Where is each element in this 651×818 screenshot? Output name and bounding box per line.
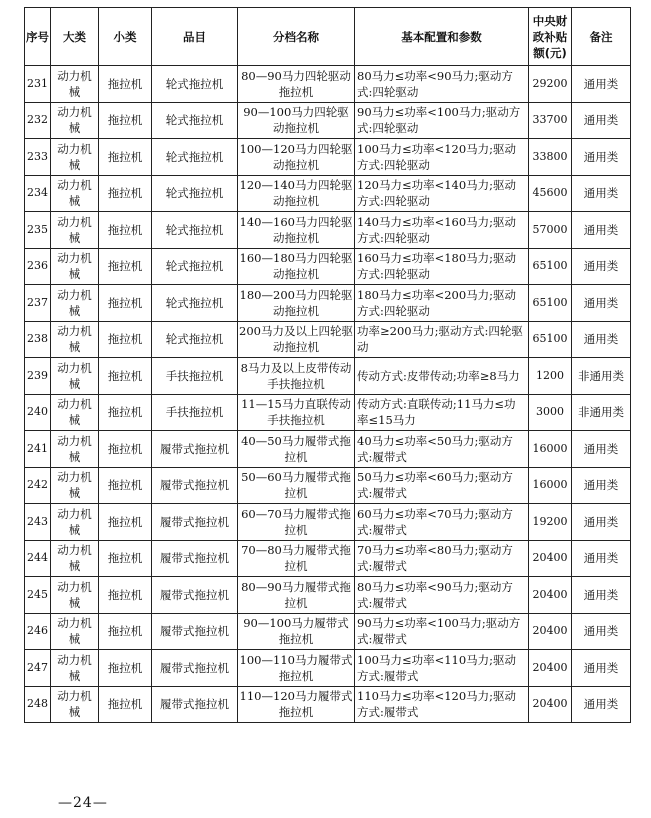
- header-cell: 小类: [99, 8, 152, 66]
- spec-cell: 60马力≤功率<70马力;驱动方式:履带式: [355, 504, 529, 541]
- spec-cell: 90马力≤功率<100马力;驱动方式:四轮驱动: [355, 102, 529, 139]
- note-cell: 非通用类: [572, 394, 631, 431]
- row-number-cell: 237: [25, 285, 51, 322]
- item-cell: 轮式拖拉机: [152, 102, 238, 139]
- table-header-row: [25, 8, 631, 66]
- spec-cell: 传动方式:皮带传动;功率≥8马力: [355, 358, 529, 395]
- row-number-cell: 234: [25, 175, 51, 212]
- header-cell: 基本配置和参数: [355, 8, 529, 66]
- minor-category-cell: 拖拉机: [99, 650, 152, 687]
- major-category-cell: 动力机械: [51, 285, 99, 322]
- note-cell: 通用类: [572, 540, 631, 577]
- spec-cell: 160马力≤功率<180马力;驱动方式:四轮驱动: [355, 248, 529, 285]
- major-category-cell: 动力机械: [51, 577, 99, 614]
- major-category-cell: 动力机械: [51, 358, 99, 395]
- item-cell: 轮式拖拉机: [152, 175, 238, 212]
- table-row: [25, 321, 631, 358]
- note-cell: 通用类: [572, 321, 631, 358]
- row-number-cell: 231: [25, 66, 51, 103]
- major-category-cell: 动力机械: [51, 394, 99, 431]
- tier-name-cell: 80—90马力履带式拖拉机: [238, 577, 355, 614]
- minor-category-cell: 拖拉机: [99, 504, 152, 541]
- major-category-cell: 动力机械: [51, 175, 99, 212]
- note-cell: 通用类: [572, 431, 631, 468]
- item-cell: 履带式拖拉机: [152, 540, 238, 577]
- major-category-cell: 动力机械: [51, 467, 99, 504]
- table-row: [25, 577, 631, 614]
- table-row: [25, 285, 631, 322]
- item-cell: 履带式拖拉机: [152, 686, 238, 723]
- minor-category-cell: 拖拉机: [99, 358, 152, 395]
- tier-name-cell: 100—120马力四轮驱动拖拉机: [238, 139, 355, 176]
- table-row: [25, 467, 631, 504]
- note-cell: 通用类: [572, 175, 631, 212]
- tier-name-cell: 110—120马力履带式拖拉机: [238, 686, 355, 723]
- header-cell: 品目: [152, 8, 238, 66]
- item-cell: 轮式拖拉机: [152, 248, 238, 285]
- table-row: [25, 175, 631, 212]
- table-row: [25, 394, 631, 431]
- item-cell: 轮式拖拉机: [152, 66, 238, 103]
- table-row: [25, 540, 631, 577]
- subsidy-amount-cell: 20400: [529, 613, 572, 650]
- minor-category-cell: 拖拉机: [99, 431, 152, 468]
- tier-name-cell: 11—15马力直联传动手扶拖拉机: [238, 394, 355, 431]
- item-cell: 手扶拖拉机: [152, 394, 238, 431]
- spec-cell: 50马力≤功率<60马力;驱动方式:履带式: [355, 467, 529, 504]
- table-row: [25, 358, 631, 395]
- tier-name-cell: 80—90马力四轮驱动拖拉机: [238, 66, 355, 103]
- tier-name-cell: 200马力及以上四轮驱动拖拉机: [238, 321, 355, 358]
- table-row: [25, 212, 631, 249]
- minor-category-cell: 拖拉机: [99, 613, 152, 650]
- subsidy-amount-cell: 19200: [529, 504, 572, 541]
- major-category-cell: 动力机械: [51, 686, 99, 723]
- note-cell: 通用类: [572, 650, 631, 687]
- table-row: [25, 431, 631, 468]
- minor-category-cell: 拖拉机: [99, 66, 152, 103]
- minor-category-cell: 拖拉机: [99, 102, 152, 139]
- major-category-cell: 动力机械: [51, 102, 99, 139]
- minor-category-cell: 拖拉机: [99, 321, 152, 358]
- row-number-cell: 243: [25, 504, 51, 541]
- item-cell: 轮式拖拉机: [152, 139, 238, 176]
- table-row: [25, 650, 631, 687]
- minor-category-cell: 拖拉机: [99, 285, 152, 322]
- table-row: [25, 504, 631, 541]
- row-number-cell: 248: [25, 686, 51, 723]
- note-cell: 通用类: [572, 212, 631, 249]
- item-cell: 履带式拖拉机: [152, 613, 238, 650]
- tier-name-cell: 90—100马力四轮驱动拖拉机: [238, 102, 355, 139]
- row-number-cell: 235: [25, 212, 51, 249]
- major-category-cell: 动力机械: [51, 66, 99, 103]
- minor-category-cell: 拖拉机: [99, 175, 152, 212]
- note-cell: 通用类: [572, 467, 631, 504]
- spec-cell: 100马力≤功率<120马力;驱动方式:四轮驱动: [355, 139, 529, 176]
- row-number-cell: 241: [25, 431, 51, 468]
- item-cell: 履带式拖拉机: [152, 650, 238, 687]
- subsidy-amount-cell: 45600: [529, 175, 572, 212]
- major-category-cell: 动力机械: [51, 540, 99, 577]
- tier-name-cell: 40—50马力履带式拖拉机: [238, 431, 355, 468]
- tier-name-cell: 8马力及以上皮带传动手扶拖拉机: [238, 358, 355, 395]
- page-number: —24—: [58, 795, 108, 811]
- header-cell: 备注: [572, 8, 631, 66]
- item-cell: 履带式拖拉机: [152, 504, 238, 541]
- minor-category-cell: 拖拉机: [99, 248, 152, 285]
- tier-name-cell: 100—110马力履带式拖拉机: [238, 650, 355, 687]
- spec-cell: 70马力≤功率<80马力;驱动方式:履带式: [355, 540, 529, 577]
- table-row: [25, 66, 631, 103]
- note-cell: 通用类: [572, 504, 631, 541]
- note-cell: 通用类: [572, 686, 631, 723]
- tier-name-cell: 120—140马力四轮驱动拖拉机: [238, 175, 355, 212]
- table-row: [25, 686, 631, 723]
- major-category-cell: 动力机械: [51, 650, 99, 687]
- subsidy-amount-cell: 3000: [529, 394, 572, 431]
- row-number-cell: 242: [25, 467, 51, 504]
- spec-cell: 90马力≤功率<100马力;驱动方式:履带式: [355, 613, 529, 650]
- tier-name-cell: 140—160马力四轮驱动拖拉机: [238, 212, 355, 249]
- header-cell: 中央财政补贴额(元): [529, 8, 572, 66]
- subsidy-amount-cell: 65100: [529, 285, 572, 322]
- note-cell: 通用类: [572, 66, 631, 103]
- major-category-cell: 动力机械: [51, 212, 99, 249]
- major-category-cell: 动力机械: [51, 139, 99, 176]
- tier-name-cell: 180—200马力四轮驱动拖拉机: [238, 285, 355, 322]
- item-cell: 轮式拖拉机: [152, 321, 238, 358]
- subsidy-amount-cell: 20400: [529, 577, 572, 614]
- table-row: [25, 248, 631, 285]
- minor-category-cell: 拖拉机: [99, 540, 152, 577]
- row-number-cell: 236: [25, 248, 51, 285]
- spec-cell: 180马力≤功率<200马力;驱动方式:四轮驱动: [355, 285, 529, 322]
- note-cell: 通用类: [572, 139, 631, 176]
- major-category-cell: 动力机械: [51, 504, 99, 541]
- note-cell: 非通用类: [572, 358, 631, 395]
- minor-category-cell: 拖拉机: [99, 577, 152, 614]
- subsidy-amount-cell: 16000: [529, 431, 572, 468]
- tier-name-cell: 60—70马力履带式拖拉机: [238, 504, 355, 541]
- tier-name-cell: 50—60马力履带式拖拉机: [238, 467, 355, 504]
- row-number-cell: 244: [25, 540, 51, 577]
- note-cell: 通用类: [572, 248, 631, 285]
- note-cell: 通用类: [572, 102, 631, 139]
- row-number-cell: 245: [25, 577, 51, 614]
- subsidy-amount-cell: 57000: [529, 212, 572, 249]
- subsidy-amount-cell: 20400: [529, 650, 572, 687]
- spec-cell: 功率≥200马力;驱动方式:四轮驱动: [355, 321, 529, 358]
- note-cell: 通用类: [572, 577, 631, 614]
- spec-cell: 140马力≤功率<160马力;驱动方式:四轮驱动: [355, 212, 529, 249]
- spec-cell: 100马力≤功率<110马力;驱动方式:履带式: [355, 650, 529, 687]
- item-cell: 手扶拖拉机: [152, 358, 238, 395]
- subsidy-amount-cell: 20400: [529, 540, 572, 577]
- minor-category-cell: 拖拉机: [99, 394, 152, 431]
- spec-cell: 80马力≤功率<90马力;驱动方式:四轮驱动: [355, 66, 529, 103]
- spec-cell: 80马力≤功率<90马力;驱动方式:履带式: [355, 577, 529, 614]
- subsidy-amount-cell: 33700: [529, 102, 572, 139]
- header-cell: 大类: [51, 8, 99, 66]
- spec-cell: 传动方式:直联传动;11马力≤功率≤15马力: [355, 394, 529, 431]
- minor-category-cell: 拖拉机: [99, 467, 152, 504]
- item-cell: 履带式拖拉机: [152, 577, 238, 614]
- subsidy-amount-cell: 33800: [529, 139, 572, 176]
- row-number-cell: 240: [25, 394, 51, 431]
- tier-name-cell: 160—180马力四轮驱动拖拉机: [238, 248, 355, 285]
- subsidy-amount-cell: 20400: [529, 686, 572, 723]
- row-number-cell: 246: [25, 613, 51, 650]
- major-category-cell: 动力机械: [51, 248, 99, 285]
- subsidy-amount-cell: 29200: [529, 66, 572, 103]
- tier-name-cell: 90—100马力履带式拖拉机: [238, 613, 355, 650]
- major-category-cell: 动力机械: [51, 613, 99, 650]
- item-cell: 轮式拖拉机: [152, 285, 238, 322]
- row-number-cell: 238: [25, 321, 51, 358]
- row-number-cell: 239: [25, 358, 51, 395]
- subsidy-table: [24, 7, 631, 723]
- table-row: [25, 613, 631, 650]
- major-category-cell: 动力机械: [51, 321, 99, 358]
- subsidy-amount-cell: 65100: [529, 321, 572, 358]
- table-row: [25, 139, 631, 176]
- header-cell: 分档名称: [238, 8, 355, 66]
- tier-name-cell: 70—80马力履带式拖拉机: [238, 540, 355, 577]
- minor-category-cell: 拖拉机: [99, 212, 152, 249]
- item-cell: 轮式拖拉机: [152, 212, 238, 249]
- minor-category-cell: 拖拉机: [99, 139, 152, 176]
- note-cell: 通用类: [572, 613, 631, 650]
- subsidy-amount-cell: 1200: [529, 358, 572, 395]
- subsidy-amount-cell: 16000: [529, 467, 572, 504]
- spec-cell: 40马力≤功率<50马力;驱动方式:履带式: [355, 431, 529, 468]
- item-cell: 履带式拖拉机: [152, 431, 238, 468]
- major-category-cell: 动力机械: [51, 431, 99, 468]
- note-cell: 通用类: [572, 285, 631, 322]
- spec-cell: 110马力≤功率<120马力;驱动方式:履带式: [355, 686, 529, 723]
- row-number-cell: 232: [25, 102, 51, 139]
- table-row: [25, 102, 631, 139]
- minor-category-cell: 拖拉机: [99, 686, 152, 723]
- header-cell: 序号: [25, 8, 51, 66]
- row-number-cell: 247: [25, 650, 51, 687]
- row-number-cell: 233: [25, 139, 51, 176]
- subsidy-amount-cell: 65100: [529, 248, 572, 285]
- item-cell: 履带式拖拉机: [152, 467, 238, 504]
- spec-cell: 120马力≤功率<140马力;驱动方式:四轮驱动: [355, 175, 529, 212]
